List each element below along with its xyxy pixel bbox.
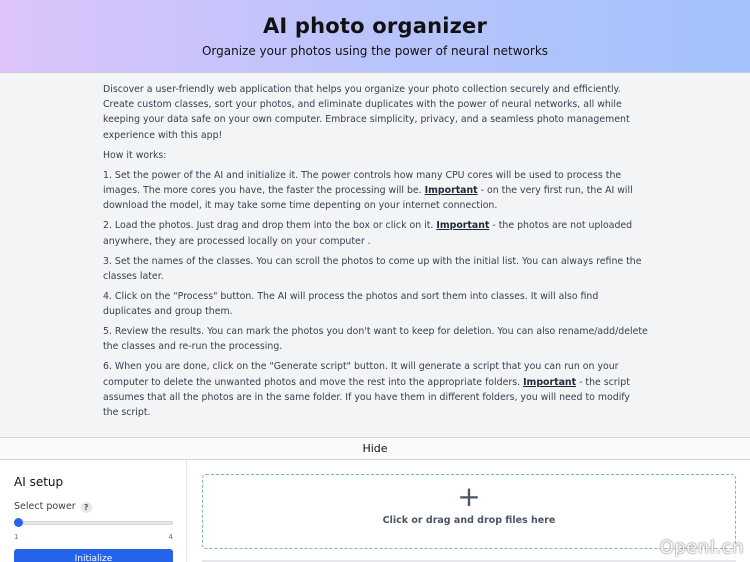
- app-header: [0, 0, 750, 73]
- power-slider[interactable]: [14, 518, 173, 528]
- intro-section: [103, 82, 648, 425]
- help-icon[interactable]: ?: [81, 502, 92, 513]
- watermark: OpenI.cn: [659, 537, 744, 558]
- page-title: AI photo organizer: [262, 14, 488, 38]
- step-1-note: - on the very first run, the AI will download the model, it may take some time depenting on your internet connection.: [103, 185, 633, 212]
- slider-ticks: [14, 533, 173, 542]
- step-2: [103, 218, 648, 248]
- hide-button[interactable]: Hide: [0, 437, 750, 460]
- step-6-text: 6. When you are done, click on the "Generate script" button. It will generate a script that you can run on your computer to delete the unwanted photos and move the rest into the appropriate folders.: [103, 361, 619, 388]
- step-6: [103, 359, 648, 420]
- power-label-row: [14, 501, 172, 513]
- important-label: Important: [424, 185, 478, 196]
- workspace: [0, 460, 750, 562]
- intro-paragraph: Discover a user-friendly web application that helps you organize your photo collection securely and efficiently. Create custom classes, sort your photos, and eliminate duplicates with the power of neural networks, all while keeping your data safe on your own computer. Embrace simplicity, privacy, and a seamless photo management experience with this app!: [103, 84, 630, 141]
- important-label: Important: [523, 376, 577, 388]
- step-2-text: 2. Load the photos. Just drag and drop them into the box or click on it.: [103, 220, 437, 232]
- plus-icon: +: [457, 480, 481, 513]
- page-subtitle: Organize your photos using the power of neural networks: [201, 44, 549, 58]
- step-1-text: 1. Set the power of the AI and initialize it. The power controls how many CPU cores will be used to process the images. The more cores you have, the faster the processing will be.: [103, 169, 622, 196]
- ai-setup-title: AI setup: [14, 475, 64, 489]
- power-label: Select power: [14, 501, 76, 512]
- step-6-note: - the script assumes that all the photos are in the same folder. If you have them in different folders, you will need to modify the script.: [103, 376, 630, 419]
- slider-track[interactable]: [14, 521, 173, 525]
- slider-max-label: 4: [168, 533, 173, 541]
- step-5: 5. Review the results. You can mark the photos you don't want to keep for deletion. You can also rename/add/delete the classes and re-run the processing.: [103, 326, 648, 353]
- slider-min-label: 1: [14, 533, 19, 541]
- ai-setup-panel: [0, 460, 187, 562]
- important-label: Important: [436, 220, 490, 232]
- step-3: 3. Set the names of the classes. You can scroll the photos to come up with the initial list. You can always refine the classes later.: [103, 255, 642, 282]
- step-2-note: - the photos are not uploaded anywhere, they are processed locally on your computer .: [103, 220, 633, 247]
- initialize-button[interactable]: Initialize: [14, 549, 173, 562]
- step-4: 4. Click on the "Process" button. The AI will process the photos and sort them into classes. It will also find duplicates and group them.: [103, 290, 599, 318]
- file-dropzone[interactable]: [202, 474, 736, 549]
- how-it-works-heading: How it works:: [103, 149, 167, 161]
- dropzone-label: Click or drag and drop files here: [382, 515, 556, 526]
- step-1: [103, 168, 648, 214]
- slider-thumb[interactable]: [14, 518, 23, 527]
